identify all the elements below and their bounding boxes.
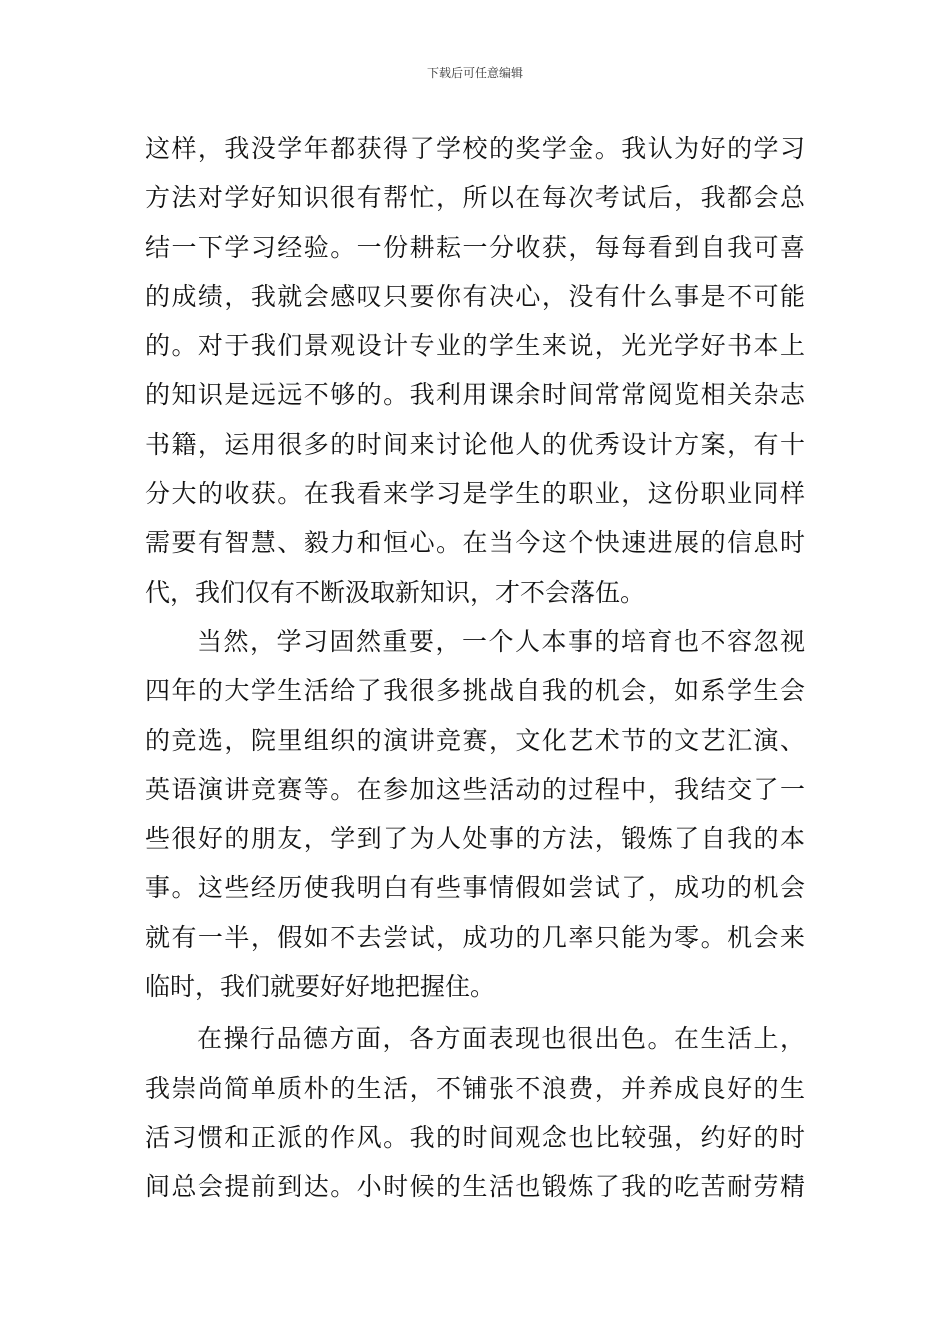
text-line: 间总会提前到达。小时候的生活也锻炼了我的吃苦耐劳精 bbox=[145, 1172, 805, 1202]
page-header: 下载后可任意编辑 bbox=[426, 66, 523, 80]
text-line: 我崇尚简单质朴的生活，不铺张不浪费，并养成良好的生 bbox=[145, 1073, 805, 1103]
text-line: 方法对学好知识很有帮忙，所以在每次考试后，我都会总 bbox=[145, 183, 805, 213]
text-line: 结一下学习经验。一份耕耘一分收获，每每看到自我可喜 bbox=[145, 232, 805, 262]
text-line: 书籍，运用很多的时间来讨论他人的优秀设计方案，有十 bbox=[145, 429, 805, 459]
text-line: 的成绩，我就会感叹只要你有决心，没有什么事是不可能 bbox=[145, 281, 805, 311]
text-line: 当然，学习固然重要，一个人本事的培育也不容忽视 bbox=[197, 626, 805, 656]
text-line: 代，我们仅有不断汲取新知识，才不会落伍。 bbox=[145, 577, 646, 607]
paragraph bbox=[145, 124, 805, 617]
text-line: 这样，我没学年都获得了学校的奖学金。我认为好的学习 bbox=[145, 134, 805, 163]
text-line: 英语演讲竞赛等。在参加这些活动的过程中，我结交了一 bbox=[145, 774, 805, 804]
document-body bbox=[145, 124, 805, 1212]
text-line: 四年的大学生活给了我很多挑战自我的机会，如系学生会 bbox=[145, 676, 805, 706]
paragraph bbox=[145, 1014, 805, 1211]
text-line: 需要有智慧、毅力和恒心。在当今这个快速进展的信息时 bbox=[145, 528, 805, 558]
text-line: 的。对于我们景观设计专业的学生来说，光光学好书本上 bbox=[145, 331, 805, 361]
paragraph bbox=[145, 617, 805, 1011]
text-line: 分大的收获。在我看来学习是学生的职业，这份职业同样 bbox=[145, 479, 805, 509]
text-line: 的竞选，院里组织的演讲竞赛，文化艺术节的文艺汇演、 bbox=[145, 725, 805, 755]
text-line: 就有一半，假如不去尝试，成功的几率只能为零。机会来 bbox=[145, 922, 805, 952]
text-line: 的知识是远远不够的。我利用课余时间常常阅览相关杂志 bbox=[145, 380, 805, 410]
text-line: 活习惯和正派的作风。我的时间观念也比较强，约好的时 bbox=[145, 1122, 805, 1152]
text-line: 在操行品德方面，各方面表现也很出色。在生活上， bbox=[197, 1024, 805, 1054]
text-line: 些很好的朋友，学到了为人处事的方法，锻炼了自我的本 bbox=[145, 824, 805, 854]
text-line: 临时，我们就要好好地把握住。 bbox=[145, 972, 496, 1002]
text-line: 事。这些经历使我明白有些事情假如尝试了，成功的机会 bbox=[145, 873, 805, 903]
